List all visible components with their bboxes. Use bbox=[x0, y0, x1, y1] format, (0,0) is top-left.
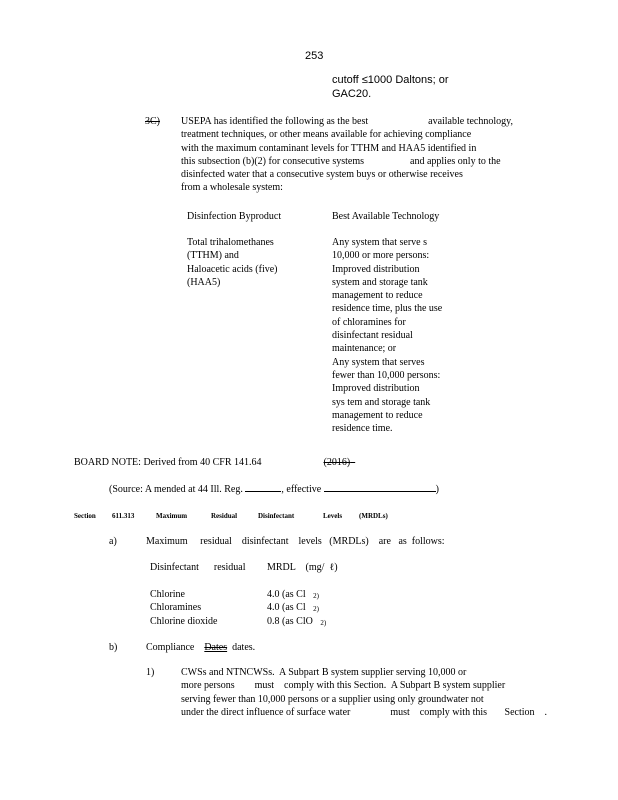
bat-right-line: 10,000 or more persons: bbox=[332, 250, 430, 262]
section-heading-word: Disinfectant bbox=[258, 512, 295, 520]
source-prefix: (Source: A mended at 44 Ill. Reg. bbox=[109, 484, 243, 495]
mrdl-row-name: Chlorine bbox=[150, 589, 185, 600]
part-a-text: Maximum residual disinfectant levels (MRDLs) are as follows: bbox=[146, 536, 445, 547]
source-note bbox=[109, 482, 439, 496]
mrdl-row-name: Chloramines bbox=[150, 602, 202, 614]
section-heading-word: Maximum bbox=[156, 512, 188, 520]
item-3-line-1: USEPA has identified the following as the best available technology, bbox=[181, 116, 513, 127]
bat-right-line: management to reduce bbox=[332, 409, 423, 421]
source-effective: , effective bbox=[281, 484, 322, 495]
bat-right-line: sys tem and storage tank bbox=[332, 396, 431, 408]
bat-left-line: (TTHM) and bbox=[187, 250, 239, 262]
mrdl-values bbox=[267, 588, 326, 628]
bat-header-right: Best Available Technology bbox=[332, 211, 440, 222]
item-1-line: serving fewer than 10,000 persons or a supplier using only groundwater not bbox=[181, 693, 484, 705]
bat-left-line: Haloacetic acids (five) bbox=[187, 263, 278, 275]
item-1-label: 1) bbox=[146, 667, 155, 678]
bat-right-line: management to reduce bbox=[332, 290, 423, 302]
bat-right-line: residence time, plus the use bbox=[332, 303, 443, 315]
mrdl-header-right: MRDL (mg/ ℓ) bbox=[267, 562, 338, 573]
part-a-label: a) bbox=[109, 536, 117, 547]
section-heading-word: Levels bbox=[323, 512, 343, 520]
source-effective-blank bbox=[324, 482, 436, 492]
item-3-label: 3C) bbox=[145, 116, 160, 127]
bat-header-left: Disinfection Byproduct bbox=[187, 211, 282, 222]
bat-right-line: Improved distribution bbox=[332, 383, 420, 395]
bat-right-line: disinfectant residual bbox=[332, 330, 413, 342]
bat-left-line: Total trihalomethanes bbox=[187, 237, 274, 248]
mrdl-header-left: Disinfectant residual bbox=[150, 562, 246, 573]
board-note-struck: (2016) bbox=[323, 457, 351, 468]
mrdl-names bbox=[150, 588, 218, 628]
item-3-line-3: with the maximum contaminant levels for TTHM and HAA5 identified in bbox=[181, 142, 477, 154]
item-1-paragraph bbox=[181, 666, 547, 719]
bat-left-line: (HAA5) bbox=[187, 276, 221, 288]
cutoff-line-1: cutoff ≤1000 Daltons; or bbox=[332, 74, 449, 86]
source-close: ) bbox=[435, 484, 440, 495]
mrdl-row-value: 4.0 (as Cl $_{2)}$ bbox=[267, 602, 319, 614]
bat-right-line: residence time. bbox=[332, 423, 393, 435]
bat-left-column bbox=[187, 236, 278, 289]
bat-right-line: of chloramines for bbox=[332, 316, 406, 328]
section-heading-word: (MRDLs) bbox=[359, 512, 388, 520]
board-note-text: BOARD NOTE: Derived from 40 CFR 141.64 bbox=[74, 457, 262, 468]
item-1-line: under the direct influence of surface water must comply with this Section . bbox=[181, 706, 548, 718]
item-3-line-6: from a wholesale system: bbox=[181, 182, 283, 194]
bat-right-line: fewer than 10,000 persons: bbox=[332, 369, 441, 381]
bat-right-line: Any system that serves bbox=[332, 356, 425, 368]
cutoff-line-2: GAC20. bbox=[332, 88, 372, 100]
section-heading-word: Residual bbox=[211, 512, 238, 520]
bat-right-line: Improved distribution bbox=[332, 263, 420, 275]
mrdl-row-value: 0.8 (as ClO $_{2)}$ bbox=[267, 615, 327, 627]
item-3-paragraph bbox=[181, 115, 513, 195]
board-note bbox=[74, 456, 355, 469]
bat-right-line: maintenance; or bbox=[332, 343, 397, 355]
item-1-line: CWSs and NTNCWSs. A Subpart B system supplier serving 10,000 or bbox=[181, 667, 467, 678]
bat-right-column bbox=[332, 236, 442, 435]
part-b-text: Compliance Dates dates. bbox=[146, 642, 256, 653]
mrdl-row-value: 4.0 (as Cl $_{2)}$ bbox=[267, 589, 319, 600]
mrdl-row-name: Chlorine dioxide bbox=[150, 615, 218, 627]
bat-right-line: Any system that serve s bbox=[332, 237, 427, 248]
section-heading-word: Section bbox=[74, 512, 96, 520]
item-3-line-2: treatment techniques, or other means available for achieving compliance bbox=[181, 129, 472, 141]
source-reg-blank bbox=[245, 482, 281, 492]
page-number: 253 bbox=[305, 50, 324, 62]
bat-right-line: system and storage tank bbox=[332, 276, 428, 288]
item-1-line: more persons must comply with this Section. A Subpart B system supplier bbox=[181, 680, 506, 692]
item-3-line-5: disinfected water that a consecutive system buys or otherwise receives bbox=[181, 169, 463, 181]
section-heading-word: 611.313 bbox=[112, 512, 135, 520]
part-b-label: b) bbox=[109, 642, 118, 653]
item-3-line-4: this subsection (b)(2) for consecutive systems and applies only to the bbox=[181, 155, 501, 167]
